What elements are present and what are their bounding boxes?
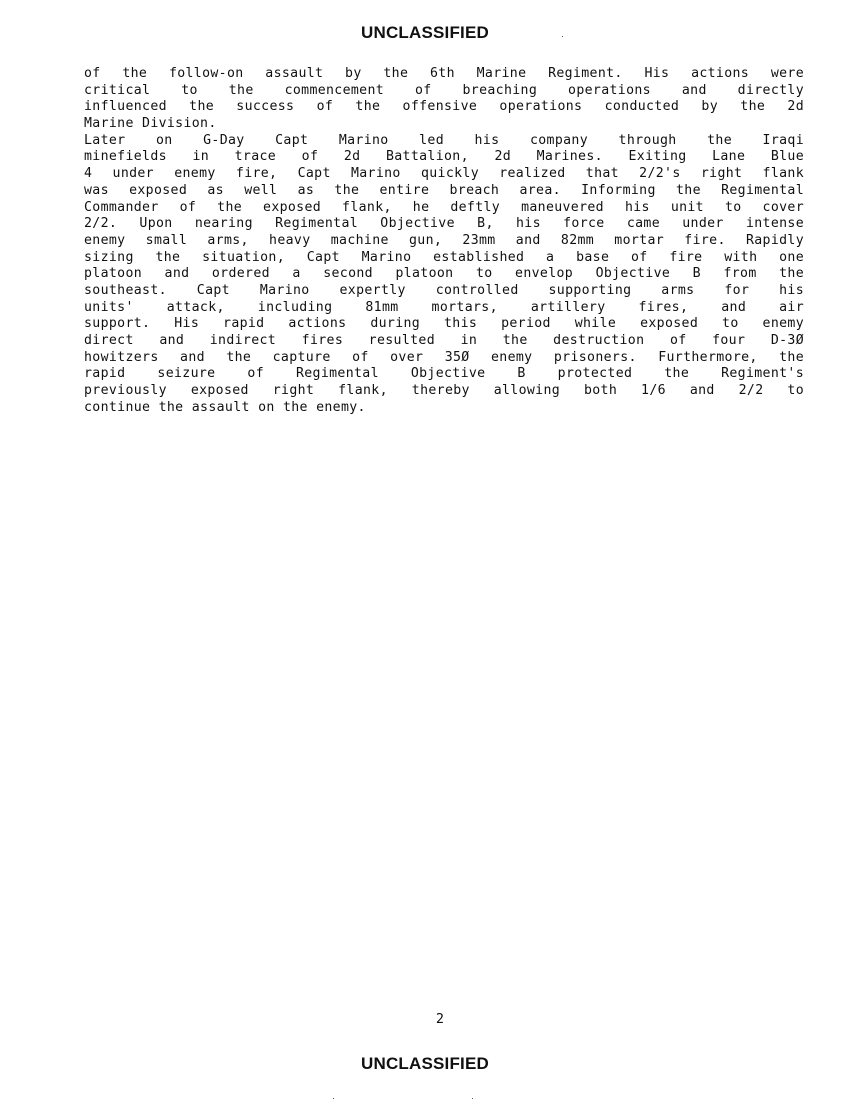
page-number: 2 [435, 1011, 445, 1027]
body-line: critical to the commencement of breaching operations and directly [84, 82, 804, 98]
classification-footer: UNCLASSIFIED [360, 1054, 490, 1073]
body-text [84, 66, 804, 416]
body-line: 4 under enemy fire, Capt Marino quickly realized that 2/2's right flank [84, 166, 804, 182]
body-line: 2/2. Upon nearing Regimental Objective B, his force came under intense [84, 216, 804, 232]
scan-speck [562, 36, 563, 37]
body-line: continue the assault on the enemy. [84, 399, 366, 415]
body-line: platoon and ordered a second platoon to envelop Objective B from the [84, 266, 804, 282]
body-line: previously exposed right flank, thereby allowing both 1/6 and 2/2 to [84, 383, 804, 399]
body-line: Marine Division. [84, 116, 217, 132]
body-line: howitzers and the capture of over 35Ø enemy prisoners. Furthermore, the [84, 349, 804, 365]
body-line: enemy small arms, heavy machine gun, 23mm and 82mm mortar fire. Rapidly [84, 232, 804, 248]
body-line: support. His rapid actions during this period while exposed to enemy [84, 316, 804, 332]
body-line: of the follow-on assault by the 6th Marine Regiment. His actions were [84, 66, 804, 81]
body-line: sizing the situation, Capt Marino established a base of fire with one [84, 249, 804, 265]
body-line: units' attack, including 81mm mortars, artillery fires, and air [84, 299, 804, 315]
scan-speck [333, 1098, 334, 1099]
classification-header: UNCLASSIFIED [360, 23, 490, 42]
body-line: direct and indirect fires resulted in the destruction of four D-3Ø [84, 333, 804, 348]
body-line: Later on G-Day Capt Marino led his company through the Iraqi [84, 132, 804, 148]
body-line: rapid seizure of Regimental Objective B protected the Regiment's [84, 366, 804, 382]
body-line: southeast. Capt Marino expertly controlled supporting arms for his [84, 282, 804, 298]
body-line: minefields in trace of 2d Battalion, 2d Marines. Exiting Lane Blue [84, 149, 804, 165]
body-line: Commander of the exposed flank, he deftly maneuvered his unit to cover [84, 199, 804, 215]
scan-speck [472, 1098, 473, 1099]
body-line: influenced the success of the offensive operations conducted by the 2d [84, 99, 804, 115]
body-line: was exposed as well as the entire breach area. Informing the Regimental [84, 182, 804, 198]
